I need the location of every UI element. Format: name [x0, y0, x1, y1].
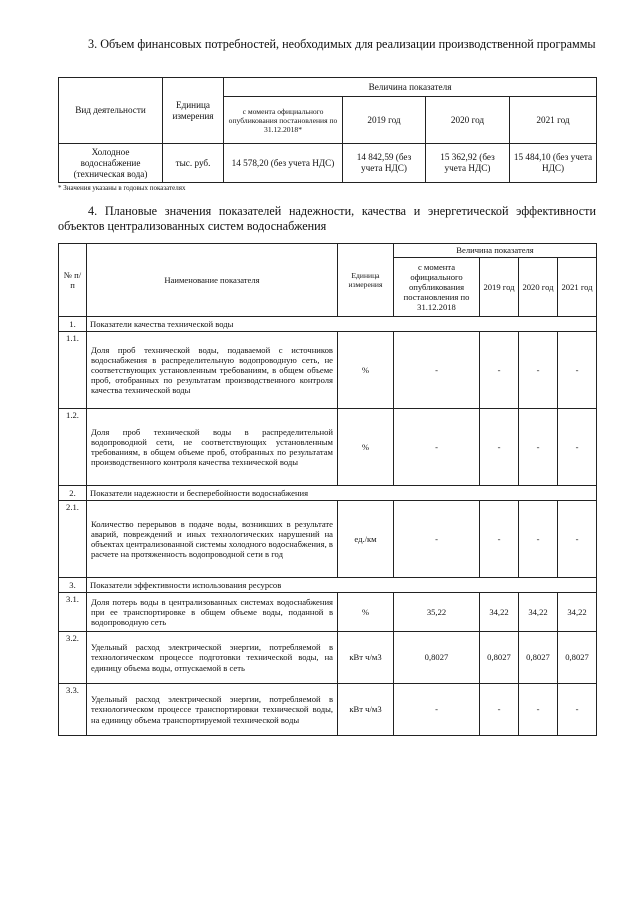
cell-2019: 14 842,59 (без учета НДС) — [343, 144, 426, 183]
table-row — [59, 144, 597, 183]
cell-2021: 0,8027 — [558, 632, 597, 684]
financial-needs-table — [58, 77, 597, 183]
cell-2021: - — [558, 332, 597, 409]
cell-since: - — [394, 684, 480, 736]
header-2020: 2020 год — [426, 97, 510, 144]
group-row — [59, 317, 597, 332]
indicators-table — [58, 243, 597, 736]
cell-group-name: Показатели эффективности использования ресурсов — [87, 578, 597, 593]
header-value: Величина показателя — [394, 244, 597, 258]
table-row — [59, 632, 597, 684]
cell-2020: - — [519, 332, 558, 409]
cell-since: 35,22 — [394, 593, 480, 632]
section-4-heading: 4. Плановые значения показателей надежности, качества и энергетической эффективности объектов централизованных систем водоснабжения — [58, 204, 596, 233]
cell-since: - — [394, 332, 480, 409]
cell-name: Удельный расход электрической энергии, потребляемой в технологическом процессе транспортировки технической воды, на единицу объема транспортируемой технической воды — [87, 684, 338, 736]
header-since: с момента официального опубликования постановления по 31.12.2018 — [394, 258, 480, 317]
header-unit: Единица измерения — [163, 78, 224, 144]
table-row — [59, 409, 597, 486]
cell-num: 2. — [59, 486, 87, 501]
header-unit: Единица измерения — [338, 244, 394, 317]
cell-name: Удельный расход электрической энергии, потребляемой в технологическом процессе подготовки технической воды, на единицу объема воды, отпускаемой в сеть — [87, 632, 338, 684]
cell-2020: - — [519, 501, 558, 578]
header-since: с момента официального опубликования постановления по 31.12.2018* — [224, 97, 343, 144]
cell-2021: - — [558, 684, 597, 736]
cell-2019: 34,22 — [480, 593, 519, 632]
cell-2021: - — [558, 501, 597, 578]
cell-2021: 15 484,10 (без учета НДС) — [510, 144, 597, 183]
cell-since: - — [394, 501, 480, 578]
cell-2020: - — [519, 409, 558, 486]
cell-since: 14 578,20 (без учета НДС) — [224, 144, 343, 183]
table-row — [59, 684, 597, 736]
cell-2020: 0,8027 — [519, 632, 558, 684]
header-2019: 2019 год — [343, 97, 426, 144]
cell-2019: - — [480, 501, 519, 578]
cell-num: 3.2. — [59, 632, 87, 684]
header-value: Величина показателя — [224, 78, 597, 97]
cell-2021: 34,22 — [558, 593, 597, 632]
cell-2020: 34,22 — [519, 593, 558, 632]
cell-unit: % — [338, 332, 394, 409]
cell-since: - — [394, 409, 480, 486]
cell-unit: % — [338, 409, 394, 486]
cell-num: 1.2. — [59, 409, 87, 486]
cell-unit: % — [338, 593, 394, 632]
cell-unit: кВт ч/м3 — [338, 684, 394, 736]
cell-num: 1.1. — [59, 332, 87, 409]
cell-num: 3.1. — [59, 593, 87, 632]
cell-name: Доля проб технической воды в распределительной водопроводной сети, не соответствующих установленным требованиям, в общем объеме проб, отобранных по результатам производственного контроля качества технической воды — [87, 409, 338, 486]
table-row — [59, 593, 597, 632]
cell-2019: - — [480, 332, 519, 409]
footnote: * Значения указаны в годовых показателях — [58, 184, 186, 192]
indicators-body — [59, 317, 597, 736]
cell-group-name: Показатели качества технической воды — [87, 317, 597, 332]
cell-group-name: Показатели надежности и бесперебойности водоснабжения — [87, 486, 597, 501]
cell-2019: 0,8027 — [480, 632, 519, 684]
header-name: Наименование показателя — [87, 244, 338, 317]
header-2020: 2020 год — [519, 258, 558, 317]
cell-name: Доля потерь воды в централизованных системах водоснабжения при ее транспортировке в общем объеме воды, поданной в водопроводную сеть — [87, 593, 338, 632]
header-num: № п/п — [59, 244, 87, 317]
cell-2021: - — [558, 409, 597, 486]
section-3-heading: 3. Объем финансовых потребностей, необходимых для реализации производственной программы — [88, 37, 596, 51]
table-row — [59, 501, 597, 578]
cell-since: 0,8027 — [394, 632, 480, 684]
cell-name: Доля проб технической воды, подаваемой с источников водоснабжения в распределительную водопроводную сеть, не соответствующих установленным требованиям, в общем объеме проб, отобранных по результатам производственного контроля качества технической воды — [87, 332, 338, 409]
group-row — [59, 578, 597, 593]
group-row — [59, 486, 597, 501]
cell-unit: кВт ч/м3 — [338, 632, 394, 684]
cell-name: Количество перерывов в подаче воды, возникших в результате аварий, повреждений и иных технологических нарушений на объектах централизованной системы холодного водоснабжения, в расчете на протяженность водопроводной сети в год — [87, 501, 338, 578]
cell-num: 1. — [59, 317, 87, 332]
cell-2019: - — [480, 409, 519, 486]
header-2019: 2019 год — [480, 258, 519, 317]
header-2021: 2021 год — [510, 97, 597, 144]
cell-2019: - — [480, 684, 519, 736]
cell-unit: тыс. руб. — [163, 144, 224, 183]
cell-2020: 15 362,92 (без учета НДС) — [426, 144, 510, 183]
cell-num: 3. — [59, 578, 87, 593]
cell-2020: - — [519, 684, 558, 736]
cell-unit: ед./км — [338, 501, 394, 578]
header-2021: 2021 год — [558, 258, 597, 317]
cell-num: 3.3. — [59, 684, 87, 736]
table-row — [59, 332, 597, 409]
cell-num: 2.1. — [59, 501, 87, 578]
cell-activity: Холодное водоснабжение (техническая вода) — [59, 144, 163, 183]
header-activity: Вид деятельности — [59, 78, 163, 144]
